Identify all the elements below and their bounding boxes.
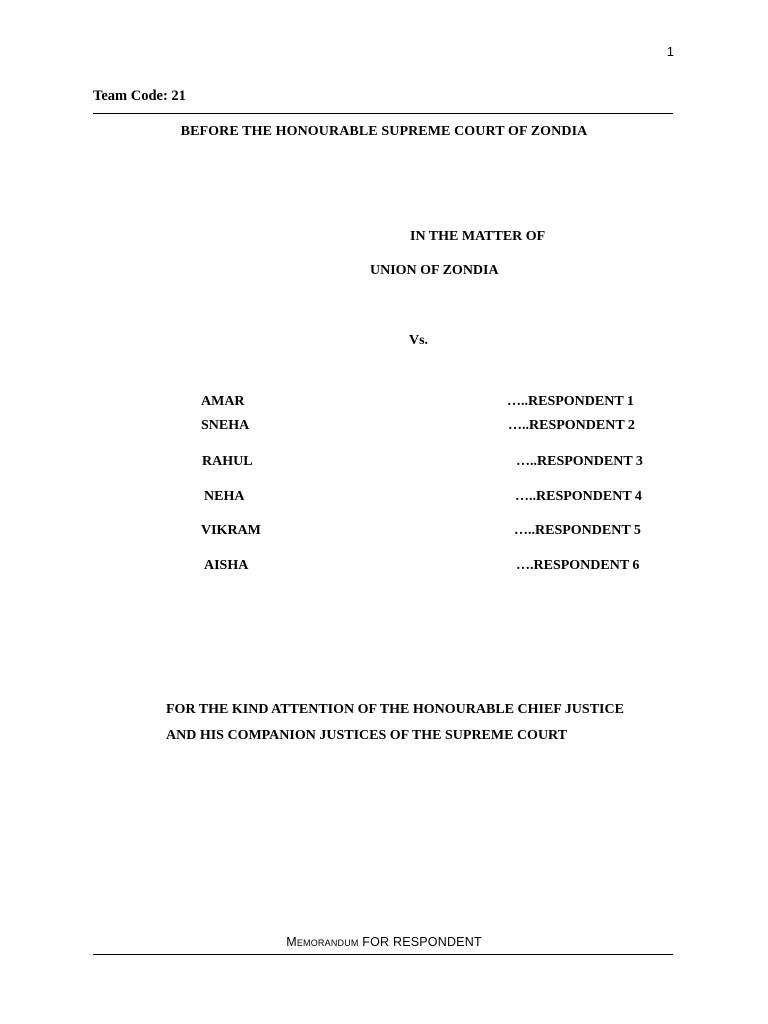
respondent-role: …..RESPONDENT 4 — [515, 489, 642, 504]
header-rule — [93, 113, 673, 114]
respondent-role: ….RESPONDENT 6 — [516, 558, 640, 573]
petitioner-name: UNION OF ZONDIA — [370, 263, 499, 278]
respondent-name: VIKRAM — [201, 523, 261, 538]
versus-label: Vs. — [409, 333, 429, 348]
respondent-name: AISHA — [204, 558, 249, 573]
respondent-role: …..RESPONDENT 1 — [507, 394, 634, 409]
respondent-name: NEHA — [204, 489, 245, 504]
respondent-role: …..RESPONDENT 3 — [516, 454, 643, 469]
respondent-name: AMAR — [201, 394, 245, 409]
page-number: 1 — [666, 44, 674, 59]
respondent-role: …..RESPONDENT 2 — [508, 418, 635, 433]
respondent-name: RAHUL — [202, 454, 253, 469]
attention-paragraph: FOR THE KIND ATTENTION OF THE HONOURABLE CHIEF JUSTICE AND HIS COMPANION JUSTICES OF THE SUPREME COURT — [166, 702, 624, 743]
court-title: BEFORE THE HONOURABLE SUPREME COURT OF ZONDIA — [180, 124, 588, 139]
team-code: Team Code: 21 — [93, 88, 186, 104]
respondent-name: SNEHA — [201, 418, 250, 433]
matter-heading: IN THE MATTER OF — [410, 229, 546, 244]
footer-rule — [93, 954, 673, 955]
footer-title: Memorandum FOR RESPONDENT — [286, 935, 482, 949]
respondent-role: …..RESPONDENT 5 — [514, 523, 641, 538]
